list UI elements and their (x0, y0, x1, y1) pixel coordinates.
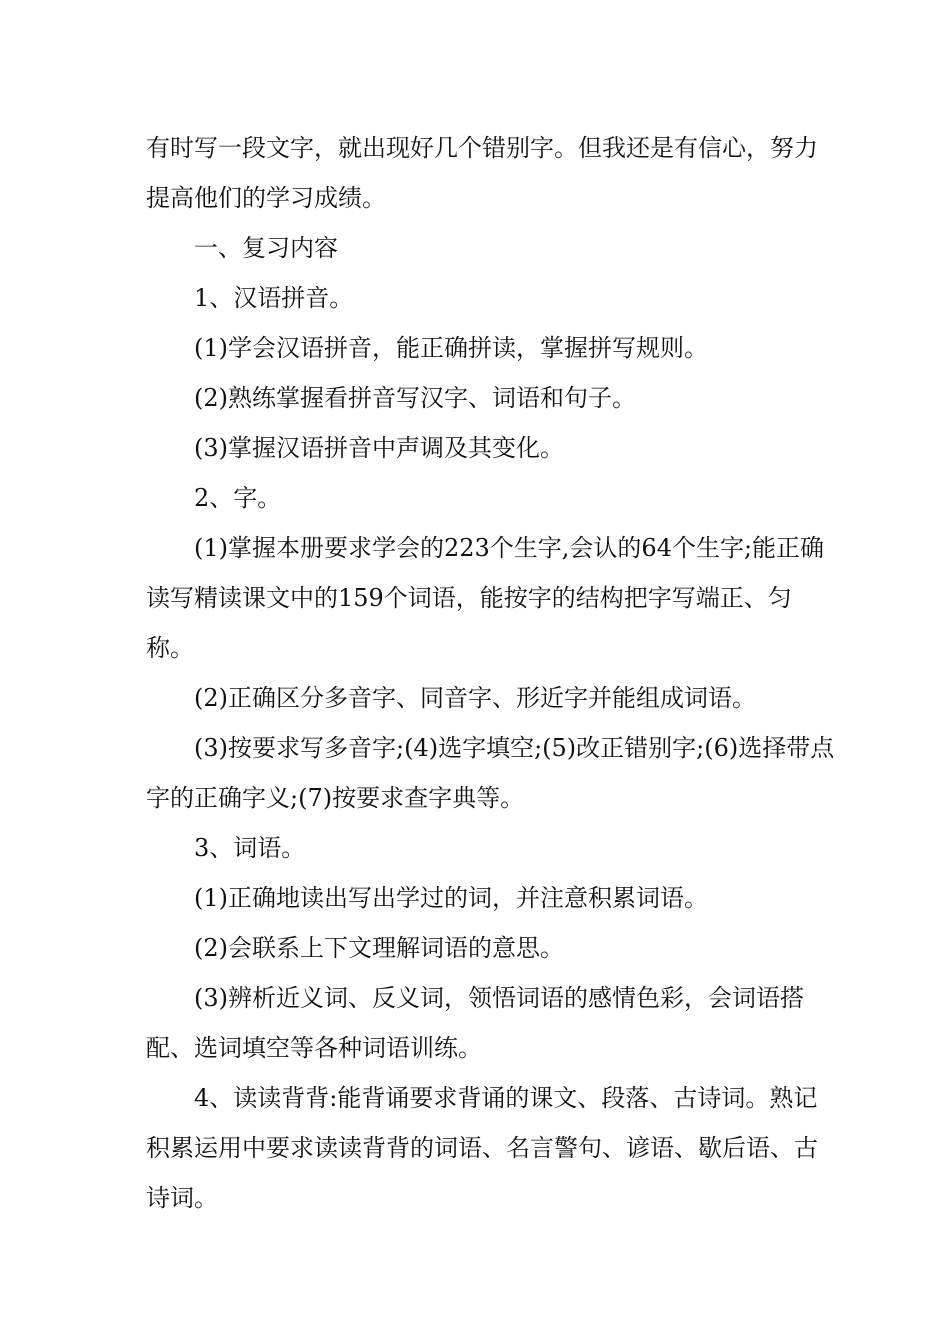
paragraph-intro: 有时写一段文字，就出现好几个错别字。但我还是有信心，努力提高他们的学习成绩。 (146, 134, 818, 212)
list-item-pinyin-3: (3)掌握汉语拼音中声调及其变化。 (194, 434, 564, 462)
subheading-characters: 2、字。 (194, 484, 282, 512)
list-item-words-3: (3)辨析近义词、反义词，领悟词语的感情色彩，会词语搭配、选词填空等各种词语训练。 (146, 984, 804, 1062)
subheading-words: 3、词语。 (194, 834, 306, 862)
list-item-pinyin-2: (2)熟练掌握看拼音写汉字、词语和句子。 (194, 384, 636, 412)
list-item-pinyin-1: (1)学会汉语拼音，能正确拼读，掌握拼写规则。 (194, 334, 708, 362)
list-item-characters-1: (1)掌握本册要求学会的223个生字,会认的64个生字;能正确读写精读课文中的159个词语，能按字的结构把字写端正、匀称。 (146, 534, 825, 662)
list-item-characters-2: (2)正确区分多音字、同音字、形近字并能组成词语。 (194, 684, 756, 712)
section-heading-review-content: 一、复习内容 (194, 234, 338, 262)
list-item-characters-3: (3)按要求写多音字;(4)选字填空;(5)改正错别字;(6)选择带点字的正确字义;(7)按要求查字典等。 (146, 734, 835, 812)
subheading-recitation: 4、读读背背:能背诵要求背诵的课文、段落、古诗词。熟记积累运用中要求读读背背的词语、名言警句、谚语、歇后语、古诗词。 (146, 1084, 818, 1212)
list-item-words-1: (1)正确地读出写出学过的词，并注意积累词语。 (194, 884, 708, 912)
subheading-pinyin: 1、汉语拼音。 (194, 284, 354, 312)
document-body (146, 123, 836, 1223)
list-item-words-2: (2)会联系上下文理解词语的意思。 (194, 934, 564, 962)
